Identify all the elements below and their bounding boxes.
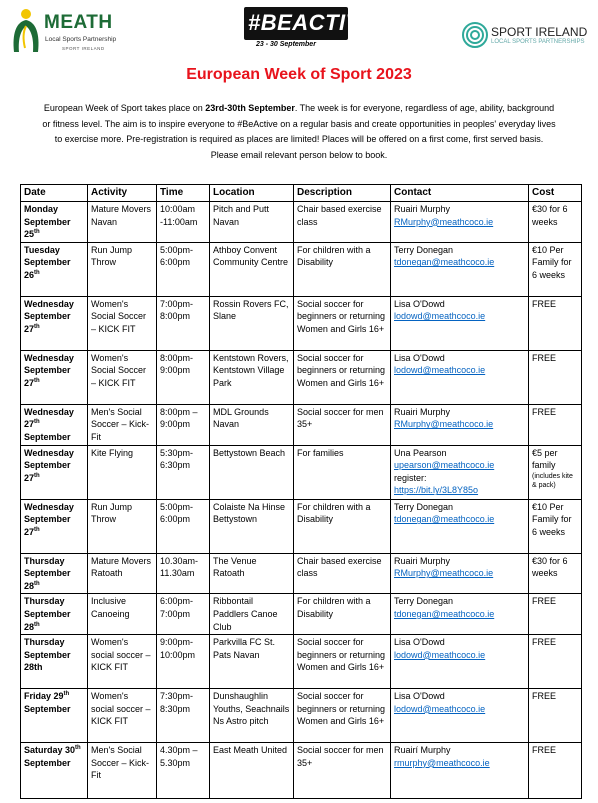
- intro-paragraph: [40, 101, 558, 163]
- sport-ireland-sub: LOCAL SPORTS PARTNERSHIPS: [491, 39, 585, 45]
- cell-description: For children with a Disability: [294, 242, 391, 296]
- table-row: [21, 499, 582, 553]
- cell-description: Social soccer for beginners or returning Women and Girls 16+: [294, 350, 391, 404]
- cell-date: [21, 445, 88, 499]
- cell-time: 8:00pm – 9:00pm: [157, 404, 210, 445]
- contact-name: Ruairi Murphy: [394, 555, 451, 566]
- cell-cost: [529, 445, 582, 499]
- contact-email-link[interactable]: RMurphy@meathcoco.ie: [394, 568, 494, 579]
- cell-contact: [391, 202, 529, 243]
- table-row: [21, 202, 582, 243]
- date-suffix: th: [63, 691, 70, 698]
- cell-activity: Run Jump Throw: [88, 242, 157, 296]
- table-header-row: [21, 185, 582, 202]
- contact-name: Terry Donegan: [394, 596, 454, 607]
- date-text: Wednesday September 27: [24, 447, 74, 483]
- table-row: [21, 242, 582, 296]
- cell-time: 7:00pm-8:00pm: [157, 296, 210, 350]
- date-suffix: th: [34, 323, 40, 330]
- cell-date: [21, 296, 88, 350]
- cell-cost: [529, 743, 582, 799]
- cell-activity: Mature Movers Navan: [88, 202, 157, 243]
- cost-text: FREE: [532, 596, 557, 607]
- date-text: Thursday September 28: [24, 555, 71, 591]
- intro-text-2: . The week is for everyone, regardless of age, ability, background or fitness level. The aim is to inspire everyone to #BeActive on a regular basis and create opportunities in peoples' everyday lives to exercise more. Pre-registration is required as places are limited! Places will be offered on a first come, first served basis. Please email relevant person below to book.: [42, 103, 556, 160]
- cell-description: For children with a Disability: [294, 499, 391, 553]
- cell-activity: Men's Social Soccer – Kick-Fit: [88, 404, 157, 445]
- contact-email-link[interactable]: lodowd@meathcoco.ie: [394, 649, 486, 660]
- date-text: Wednesday September 27: [24, 352, 74, 388]
- cost-text: €5 per family: [532, 447, 558, 471]
- contact-name: Terry Donegan: [394, 501, 454, 512]
- header-location: Location: [210, 185, 294, 202]
- cell-location: East Meath United: [210, 743, 294, 799]
- table-row: [21, 689, 582, 743]
- cell-location: Colaiste Na Hinse Bettystown: [210, 499, 294, 553]
- sport-ireland-swirl-icon: [462, 22, 488, 48]
- cost-text: €10 Per Family for 6 weeks: [532, 244, 572, 280]
- cell-cost: [529, 296, 582, 350]
- cell-description: Chair based exercise class: [294, 202, 391, 243]
- cost-text: €30 for 6 weeks: [532, 555, 568, 579]
- cell-location: Pitch and Putt Navan: [210, 202, 294, 243]
- contact-name: Lisa O'Dowd: [394, 298, 445, 309]
- date-suffix: th: [34, 419, 40, 426]
- date-suffix: th: [34, 621, 40, 628]
- cell-location: Kentstown Rovers, Kentstown Village Park: [210, 350, 294, 404]
- contact-name: Lisa O'Dowd: [394, 352, 445, 363]
- contact-email-link[interactable]: lodowd@meathcoco.ie: [394, 311, 486, 322]
- cell-activity: Women's Social Soccer – KICK FIT: [88, 296, 157, 350]
- cell-location: MDL Grounds Navan: [210, 404, 294, 445]
- date-suffix: th: [34, 269, 40, 276]
- cell-date: [21, 689, 88, 743]
- contact-name: Terry Donegan: [394, 244, 454, 255]
- cell-cost: [529, 594, 582, 635]
- cost-text: FREE: [532, 745, 557, 756]
- meath-lsp-logo: [10, 6, 125, 56]
- cost-text: FREE: [532, 637, 557, 648]
- contact-name: Lisa O'Dowd: [394, 691, 445, 702]
- cell-location: Bettystown Beach: [210, 445, 294, 499]
- contact-email-link[interactable]: rmurphy@meathcoco.ie: [394, 757, 490, 768]
- date-text: Tuesday September 26: [24, 244, 71, 280]
- date-text: Wednesday September 27: [24, 298, 74, 334]
- cell-location: The Venue Ratoath: [210, 553, 294, 594]
- cell-date: [21, 350, 88, 404]
- cell-date: [21, 242, 88, 296]
- contact-email-link[interactable]: upearson@meathcoco.ie: [394, 460, 495, 471]
- date-suffix: th: [34, 526, 40, 533]
- cell-contact: [391, 689, 529, 743]
- intro-text-1: European Week of Sport takes place on: [43, 103, 206, 113]
- contact-email-link[interactable]: tdonegan@meathcoco.ie: [394, 608, 495, 619]
- contact-email-link[interactable]: tdonegan@meathcoco.ie: [394, 257, 495, 268]
- register-label: register:: [394, 472, 427, 483]
- cell-time: 9:00pm-10:00pm: [157, 635, 210, 689]
- cell-cost: [529, 350, 582, 404]
- date-text: Wednesday 27: [24, 406, 74, 430]
- table-row: [21, 404, 582, 445]
- cell-description: Chair based exercise class: [294, 553, 391, 594]
- cell-contact: [391, 553, 529, 594]
- contact-name: Lisa O'Dowd: [394, 637, 445, 648]
- header-time: Time: [157, 185, 210, 202]
- cell-activity: Inclusive Canoeing: [88, 594, 157, 635]
- table-row: [21, 445, 582, 499]
- cell-time: 5:00pm-6:00pm: [157, 499, 210, 553]
- athlete-figure-icon: [10, 8, 42, 54]
- cell-description: Social soccer for beginners or returning Women and Girls 16+: [294, 689, 391, 743]
- date-suffix: th: [75, 745, 81, 752]
- cell-time: 4.30pm – 5.30pm: [157, 743, 210, 799]
- cell-location: Dunshaughlin Youths, Seachnails Ns Astro pitch: [210, 689, 294, 743]
- cost-text: FREE: [532, 691, 557, 702]
- contact-name: Ruairi Murphy: [394, 204, 451, 214]
- header-activity: Activity: [88, 185, 157, 202]
- cell-contact: [391, 445, 529, 499]
- table-row: [21, 553, 582, 594]
- cell-location: Parkvilla FC St. Pats Navan: [210, 635, 294, 689]
- header-date: Date: [21, 185, 88, 202]
- date-text: Wednesday September 27: [24, 501, 74, 537]
- cell-location: Athboy Convent Community Centre: [210, 242, 294, 296]
- table-row: [21, 635, 582, 689]
- contact-email-link[interactable]: lodowd@meathcoco.ie: [394, 703, 486, 714]
- cost-text: €30 for 6 weeks: [532, 204, 568, 227]
- cell-contact: [391, 350, 529, 404]
- date-month: September: [24, 757, 71, 768]
- cell-time: 6:00pm-7:00pm: [157, 594, 210, 635]
- cell-activity: Women's Social Soccer – KICK FIT: [88, 350, 157, 404]
- contact-email-link[interactable]: lodowd@meathcoco.ie: [394, 365, 486, 376]
- cost-note: (includes kite & pack): [532, 472, 573, 489]
- cell-time: 5:00pm-6:00pm: [157, 242, 210, 296]
- cell-contact: [391, 296, 529, 350]
- cell-date: [21, 743, 88, 799]
- cell-activity: Women's social soccer – KICK FIT: [88, 689, 157, 743]
- cell-cost: [529, 242, 582, 296]
- cell-description: For children with a Disability: [294, 594, 391, 635]
- cell-cost: [529, 689, 582, 743]
- cell-date: [21, 404, 88, 445]
- cell-activity: Mature Movers Ratoath: [88, 553, 157, 594]
- meath-subtitle-2: SPORT IRELAND: [62, 46, 105, 51]
- cost-text: FREE: [532, 406, 557, 417]
- date-text: Thursday September 28th: [24, 637, 71, 673]
- cell-activity: Women's social soccer – KICK FIT: [88, 635, 157, 689]
- cell-date: [21, 499, 88, 553]
- cell-date: [21, 553, 88, 594]
- cell-location: Ribbontail Paddlers Canoe Club: [210, 594, 294, 635]
- cell-contact: [391, 635, 529, 689]
- cell-contact: [391, 499, 529, 553]
- cell-contact: [391, 242, 529, 296]
- cell-cost: [529, 499, 582, 553]
- intro-dates: 23rd-30th September: [205, 103, 295, 113]
- meath-subtitle: Local Sports Partnership: [45, 36, 117, 43]
- cell-activity: Kite Flying: [88, 445, 157, 499]
- cell-cost: [529, 635, 582, 689]
- cell-location: Rossin Rovers FC, Slane: [210, 296, 294, 350]
- cell-activity: Men's Social Soccer – Kick-Fit: [88, 743, 157, 799]
- events-table: [20, 184, 582, 799]
- cell-time: 8:00pm-9:00pm: [157, 350, 210, 404]
- cell-description: Social soccer for men 35+: [294, 743, 391, 799]
- contact-email-link[interactable]: tdonegan@meathcoco.ie: [394, 514, 495, 525]
- page-title: European Week of Sport 2023: [186, 66, 412, 83]
- contact-name: Ruairi Murphy: [394, 406, 451, 417]
- cell-date: [21, 594, 88, 635]
- date-text: Saturday 30: [24, 745, 76, 756]
- date-suffix: th: [34, 229, 40, 236]
- header-contact: Contact: [391, 185, 529, 202]
- cell-description: For families: [294, 445, 391, 499]
- cost-text: FREE: [532, 352, 557, 363]
- cell-time: 10.30am-11.30am: [157, 553, 210, 594]
- contact-email-link[interactable]: RMurphy@meathcoco.ie: [394, 216, 494, 227]
- cell-description: Social soccer for men 35+: [294, 404, 391, 445]
- date-suffix: th: [34, 472, 40, 479]
- contact-name: Una Pearson: [394, 447, 447, 458]
- cell-time: 5:30pm-6:30pm: [157, 445, 210, 499]
- contact-name: Ruairí Murphy: [394, 745, 451, 756]
- sport-ireland-logo: [462, 20, 592, 54]
- beactive-dates: 23 - 30 September: [256, 41, 316, 48]
- cell-description: Social soccer for beginners or returning Women and Girls 16+: [294, 296, 391, 350]
- date-text: Monday September 25: [24, 204, 71, 240]
- cell-cost: [529, 404, 582, 445]
- beactive-tag: #BEACTIVE: [248, 10, 376, 35]
- table-row: [21, 350, 582, 404]
- date-month: September: [24, 703, 71, 714]
- date-suffix: th: [34, 377, 40, 384]
- cell-cost: [529, 202, 582, 243]
- cell-cost: [529, 553, 582, 594]
- contact-email-link[interactable]: RMurphy@meathcoco.ie: [394, 419, 494, 430]
- date-text: Thursday September 28: [24, 596, 71, 632]
- cell-contact: [391, 743, 529, 799]
- cost-text: FREE: [532, 298, 557, 309]
- sport-ireland-name: SPORT IRELAND: [491, 25, 588, 39]
- cell-date: [21, 202, 88, 243]
- table-row: [21, 594, 582, 635]
- cell-contact: [391, 594, 529, 635]
- cell-time: 7:30pm-8:30pm: [157, 689, 210, 743]
- cell-date: [21, 635, 88, 689]
- cell-description: Social soccer for beginners or returning Women and Girls 16+: [294, 635, 391, 689]
- date-suffix: th: [34, 580, 40, 587]
- cell-contact: [391, 404, 529, 445]
- table-row: [21, 743, 582, 799]
- date-month: September: [24, 431, 71, 442]
- table-row: [21, 296, 582, 350]
- date-text: Friday 29: [24, 691, 64, 702]
- header-description: Description: [294, 185, 391, 202]
- header-cost: Cost: [529, 185, 582, 202]
- meath-wordmark: MEATH: [44, 12, 113, 33]
- cell-activity: Run Jump Throw: [88, 499, 157, 553]
- cost-text: €10 Per Family for 6 weeks: [532, 501, 572, 537]
- beactive-logo: [244, 7, 376, 51]
- cell-time: 10:00am -11:00am: [157, 202, 210, 243]
- register-link[interactable]: https://bit.ly/3L8Y85o: [394, 485, 479, 496]
